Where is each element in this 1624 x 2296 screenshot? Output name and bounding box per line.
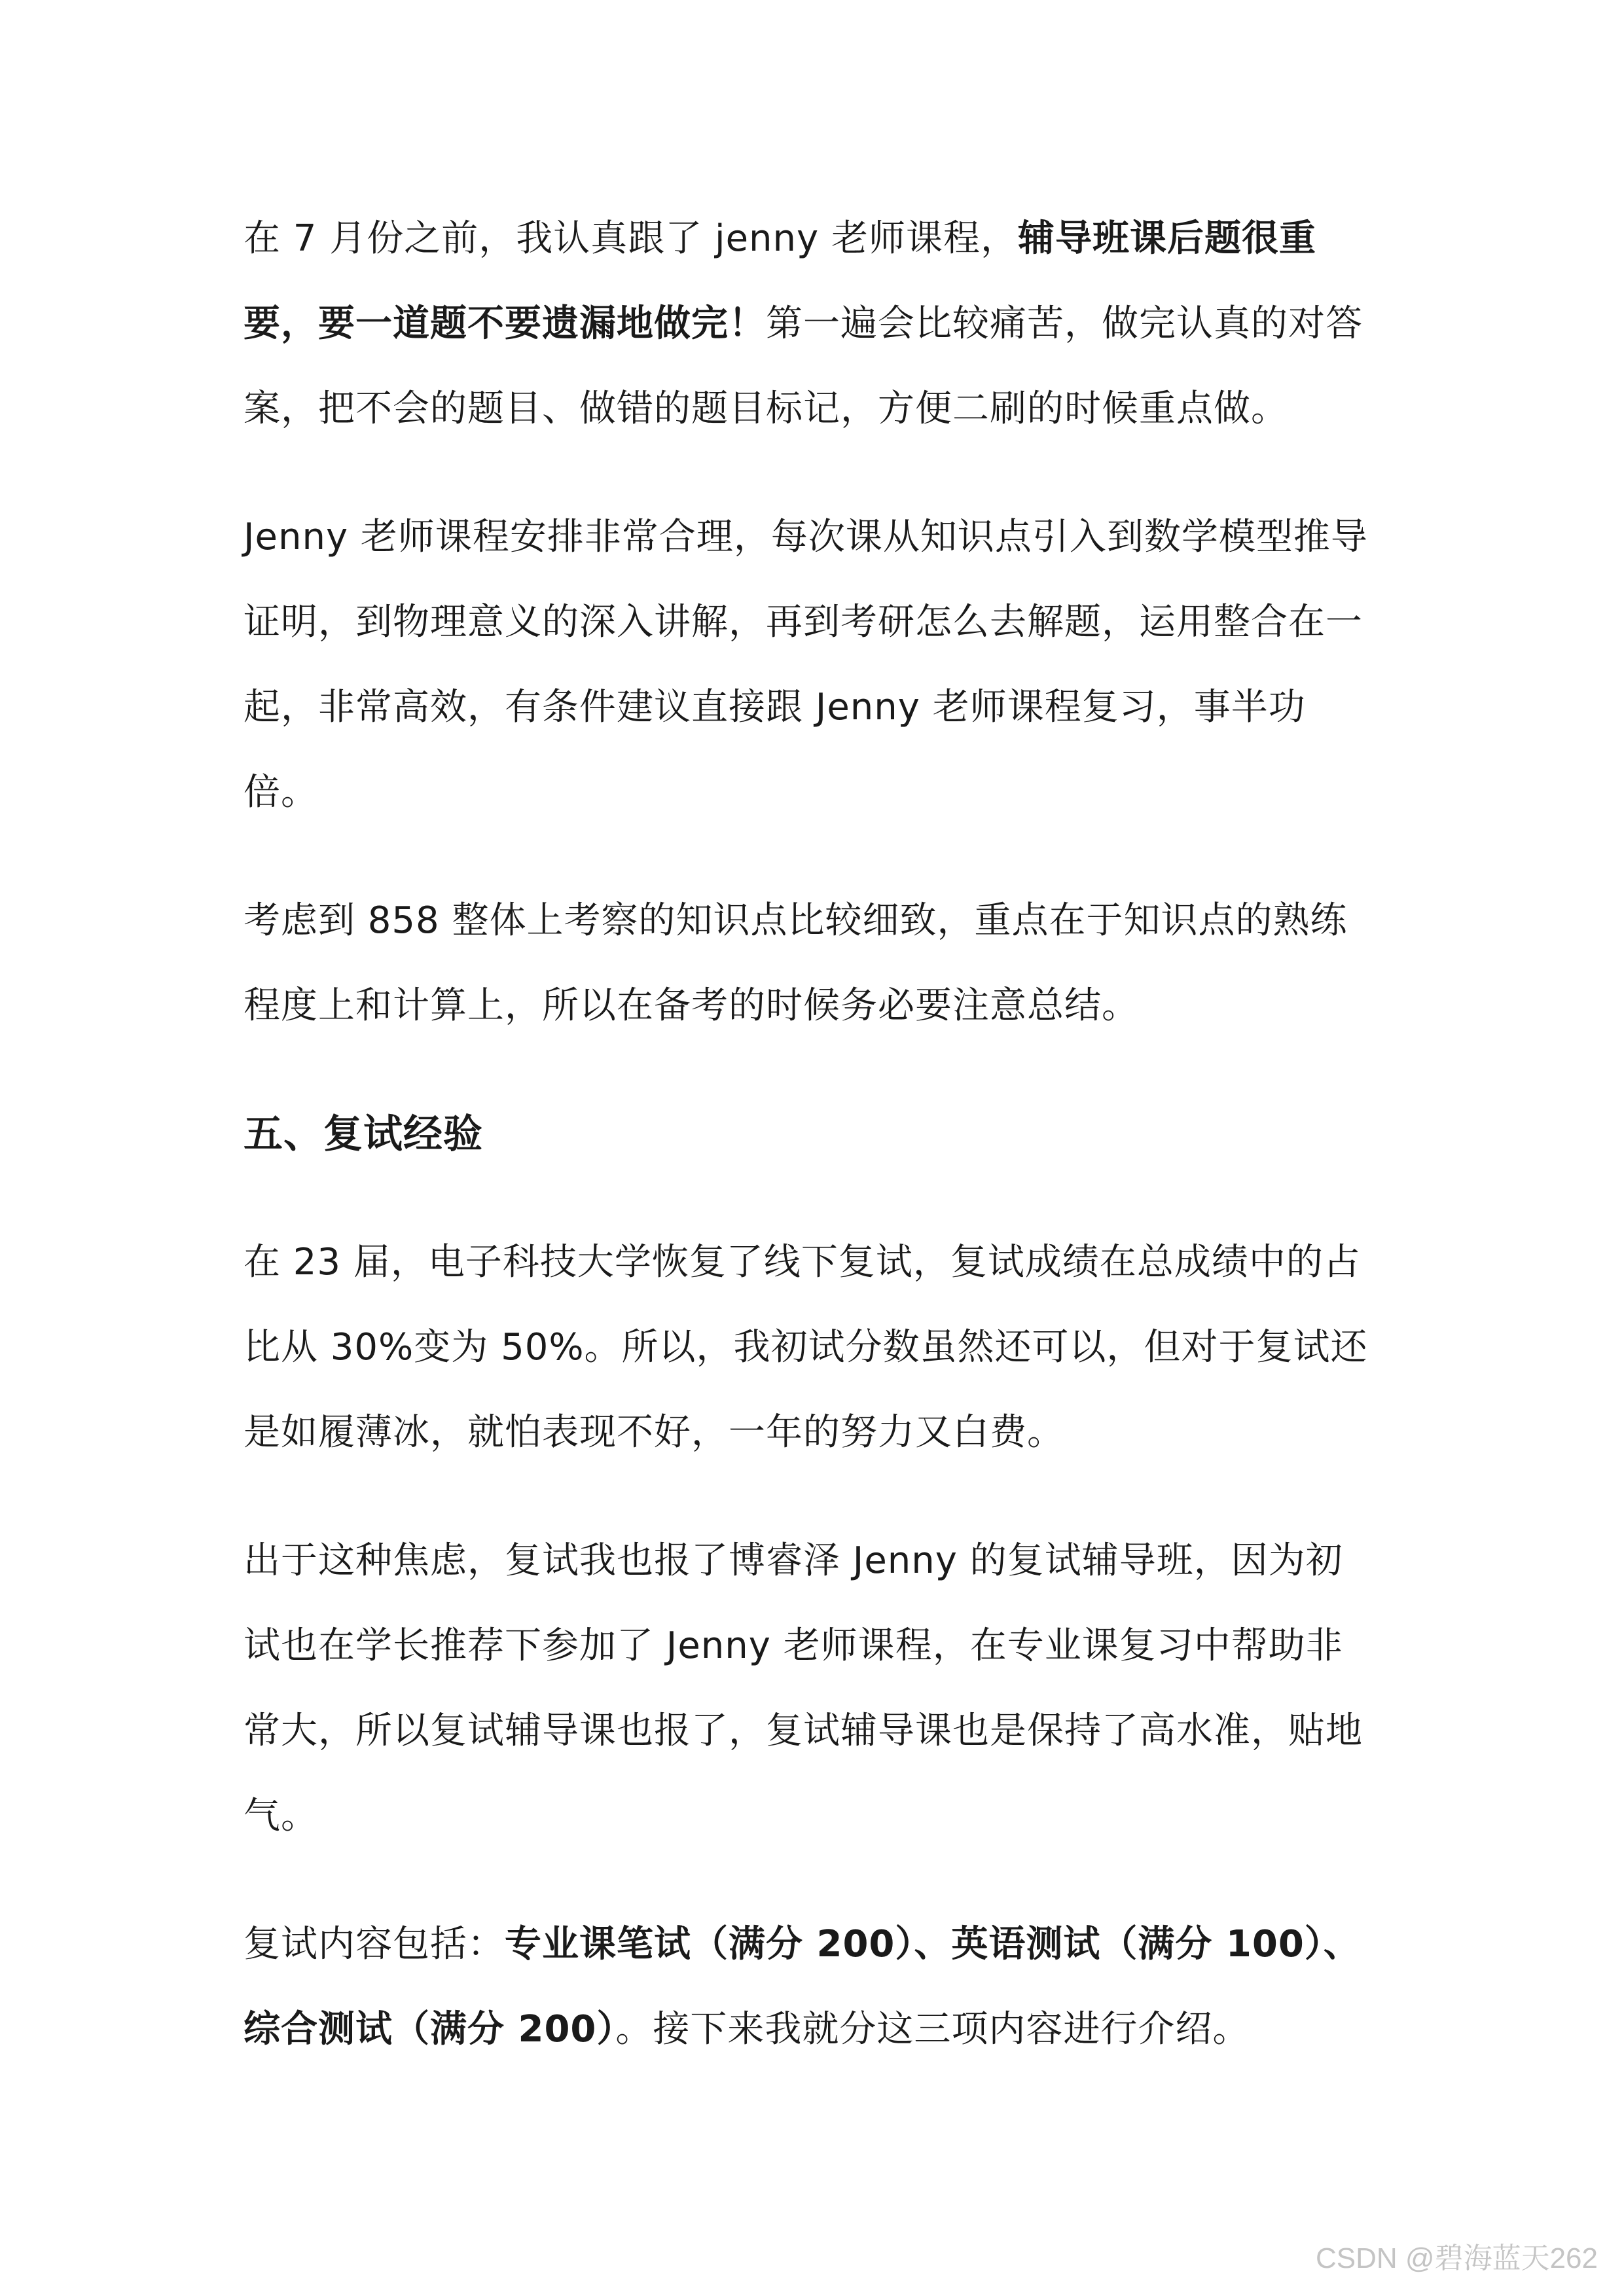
paragraph-text: 。接下来我就分这三项内容进行介绍。	[615, 2008, 1250, 2051]
paragraph-retest-content	[244, 1902, 1369, 2072]
paragraph-retest-class	[244, 1518, 1369, 1859]
bold-emphasis: 辅导班课后题很重要，要一道题不要遗漏地做完！	[244, 217, 1316, 345]
csdn-watermark: CSDN @碧海蓝天262	[1316, 2242, 1598, 2274]
paragraph-text: 复试内容包括：	[244, 1923, 505, 1965]
paragraph-retest-weight	[244, 1220, 1369, 1475]
paragraph-text: 出于这种焦虑，复试我也报了博睿泽 Jenny 的复试辅导班，因为初试也在学长推荐下参加了 Jenny 老师课程，在专业课复习中帮助非常大，所以复试辅导课也报了，复试辅导课也是保持了高水准，贴地气。	[244, 1539, 1363, 1837]
paragraph-text: 第一遍会比较痛苦，做完认真的对答案，把不会的题目、做错的题目标记，方便二刷的时候重点做。	[244, 302, 1363, 430]
paragraph-text: 在 7 月份之前，我认真跟了 jenny 老师课程，	[244, 217, 1018, 260]
section-heading-retest: 五、复试经验	[244, 1111, 483, 1157]
paragraph-text: 考虑到 858 整体上考察的知识点比较细致，重点在于知识点的熟练程度上和计算上，所以在备考的时候务必要注意总结。	[244, 899, 1348, 1027]
paragraph-text: Jenny 老师课程安排非常合理，每次课从知识点引入到数学模型推导证明，到物理意义的深入讲解，再到考研怎么去解题，运用整合在一起，非常高效，有条件建议直接跟 Jenny 老师课程复习，事半功倍。	[244, 516, 1368, 814]
paragraph-858-summary	[244, 878, 1369, 1049]
paragraph-course-exercises	[244, 196, 1369, 452]
bold-emphasis: 专业课笔试（满分 200）、英语测试（满分 100）、综合测试（满分 200）	[244, 1923, 1361, 2051]
paragraph-course-arrangement	[244, 495, 1369, 835]
document-body	[244, 196, 1369, 2115]
paragraph-text: 在 23 届，电子科技大学恢复了线下复试，复试成绩在总成绩中的占比从 30%变为 50%。所以，我初试分数虽然还可以，但对于复试还是如履薄冰，就怕表现不好，一年的努力又白费。	[244, 1241, 1368, 1454]
